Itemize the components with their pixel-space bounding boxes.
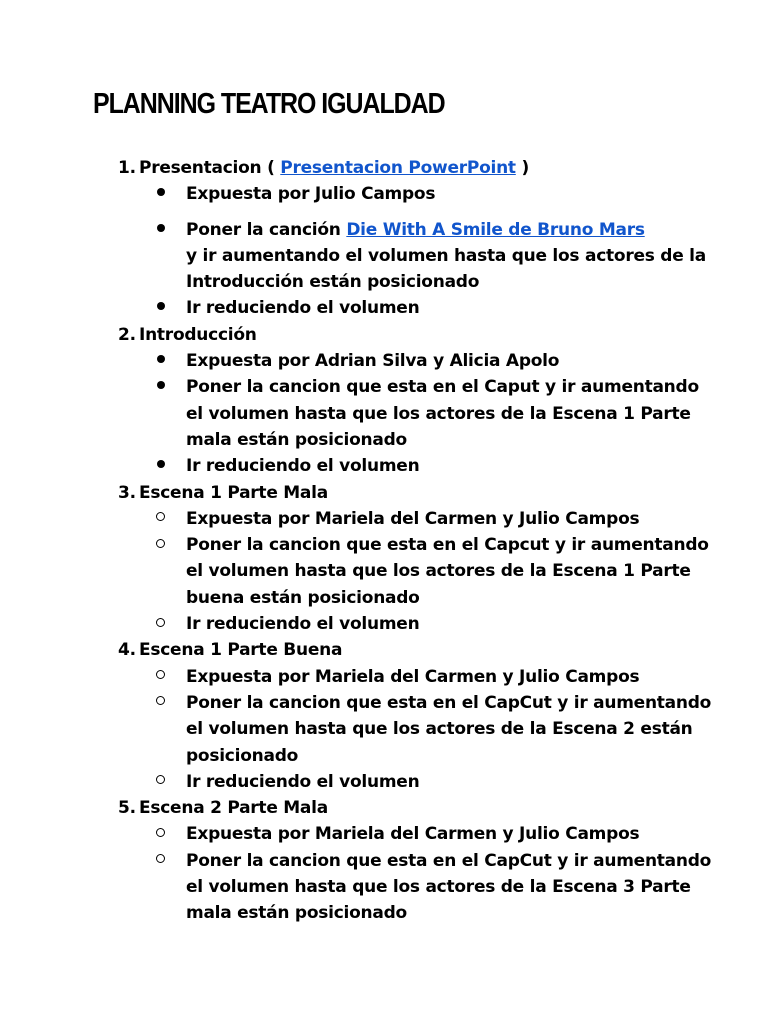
sub-list-item: Ir reduciendo el volumen — [118, 611, 718, 637]
sub-list-item: Poner la canción Die With A Smile de Bruno Mars y ir aumentando el volumen hasta que los actores de la Introducción están posicionado — [118, 217, 718, 296]
list-item — [118, 637, 718, 795]
item-number: 1. — [118, 158, 136, 178]
bullet-icon — [118, 374, 186, 453]
sub-list-item: Expuesta por Adrian Silva y Alicia Apolo — [118, 348, 718, 374]
item-number: 5. — [118, 798, 136, 819]
sub-list-item: Expuesta por Mariela del Carmen y Julio Campos — [118, 506, 718, 532]
sub-list-item: Ir reduciendo el volumen — [118, 769, 718, 795]
sub-list-item: Poner la cancion que esta en el Caput y ir aumentando el volumen hasta que los actores de la Escena 1 Parte mala están posicionado — [118, 374, 718, 453]
bullet-icon — [118, 453, 186, 479]
circle-bullet-icon — [118, 769, 186, 795]
item-heading — [118, 155, 718, 181]
circle-bullet-icon — [118, 664, 186, 690]
circle-bullet-icon — [118, 821, 186, 847]
sub-list-item: Ir reduciendo el volumen — [118, 295, 718, 321]
circle-bullet-icon — [118, 506, 186, 532]
document-title: PLANNING TEATRO IGUALDAD — [93, 88, 445, 120]
sub-list — [118, 181, 718, 321]
item-label: Introducción — [139, 324, 257, 345]
item-label: Escena 2 Parte Mala — [139, 798, 328, 819]
item-label: Escena 1 Parte Mala — [139, 482, 328, 503]
sub-list-item: Ir reduciendo el volumen — [118, 453, 718, 479]
item-heading — [118, 795, 718, 821]
bullet-icon — [118, 217, 186, 296]
item-heading — [118, 480, 718, 506]
item-number: 3. — [118, 482, 136, 503]
list-item — [118, 155, 718, 322]
item-number: 4. — [118, 640, 136, 661]
item-heading — [118, 637, 718, 663]
list-item — [118, 322, 718, 480]
sub-list — [118, 348, 718, 479]
planning-list — [118, 155, 718, 927]
bullet-icon — [118, 295, 186, 321]
item-heading — [118, 322, 718, 348]
circle-bullet-icon — [118, 690, 186, 769]
sub-list — [118, 506, 718, 637]
sub-list — [118, 821, 718, 926]
item-number: 2. — [118, 324, 136, 345]
item-label: Escena 1 Parte Buena — [139, 640, 343, 661]
sub-list-item: Expuesta por Julio Campos — [118, 181, 718, 207]
list-item — [118, 795, 718, 926]
sub-list-item: Poner la cancion que esta en el CapCut y ir aumentando el volumen hasta que los actores de la Escena 2 están posicionado — [118, 690, 718, 769]
song-link[interactable]: Die With A Smile de Bruno Mars — [346, 219, 645, 240]
circle-bullet-icon — [118, 532, 186, 611]
bullet-icon — [118, 348, 186, 374]
sub-list — [118, 664, 718, 795]
circle-bullet-icon — [118, 848, 186, 927]
sub-list-item: Expuesta por Mariela del Carmen y Julio Campos — [118, 664, 718, 690]
presentation-powerpoint-link[interactable]: Presentacion PowerPoint — [280, 158, 516, 178]
sub-list-item: Poner la cancion que esta en el CapCut y ir aumentando el volumen hasta que los actores de la Escena 3 Parte mala están posicionado — [118, 848, 718, 927]
circle-bullet-icon — [118, 611, 186, 637]
list-item — [118, 480, 718, 638]
item-label: Presentacion ( Presentacion PowerPoint ) — [139, 158, 530, 178]
sub-list-item: Expuesta por Mariela del Carmen y Julio Campos — [118, 821, 718, 847]
bullet-icon — [118, 181, 186, 207]
sub-list-item: Poner la cancion que esta en el Capcut y ir aumentando el volumen hasta que los actores de la Escena 1 Parte buena están posicionado — [118, 532, 718, 611]
